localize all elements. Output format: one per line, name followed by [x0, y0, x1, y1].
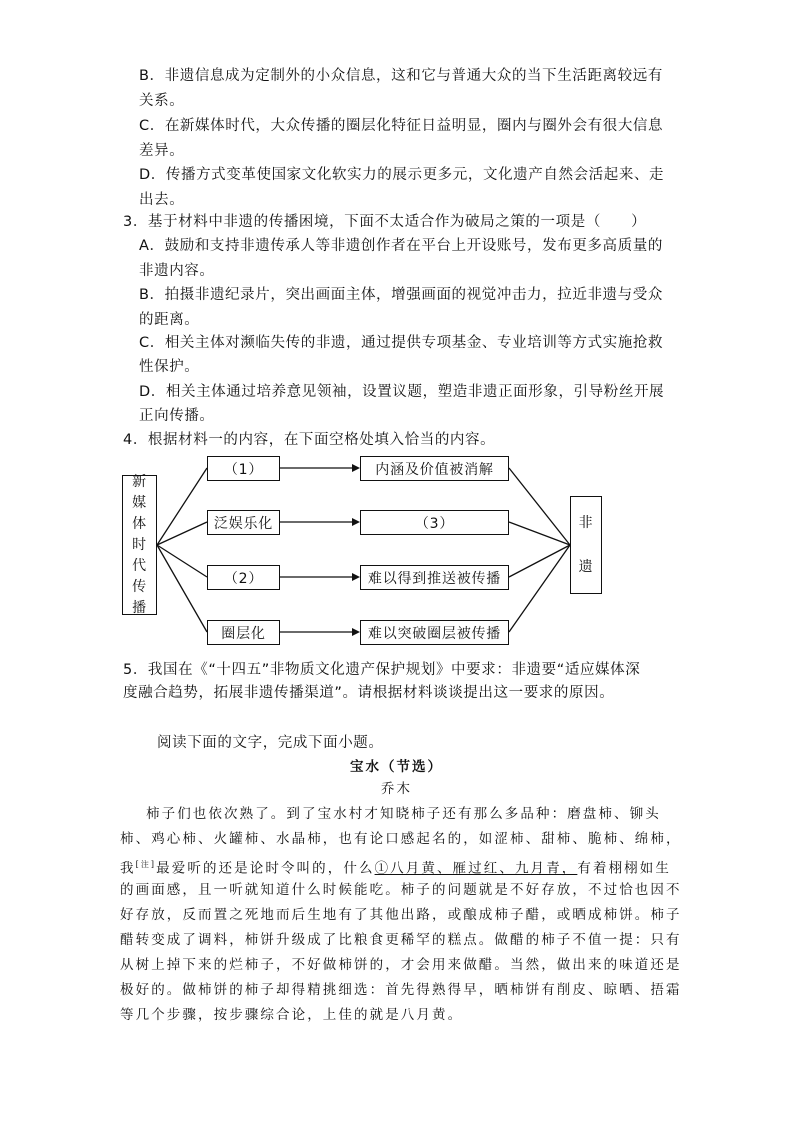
reading-line-6: 醋转变成了调料，柿饼升级成了比粮食更稀罕的糕点。做醋的柿子不值一提：只有 — [120, 932, 682, 948]
reading-line-9: 等几个步骤，按步骤综合论，上佳的就是八月黄。 — [120, 1007, 464, 1023]
diagram-mid-box-2: 泛娱乐化 — [207, 510, 280, 535]
diagram-mid-box-1: （1） — [207, 456, 280, 481]
diagram-mid-box-4: 圈层化 — [207, 620, 280, 645]
reading-title: 宝水（节选） — [350, 759, 443, 775]
left-char: 代 — [132, 557, 147, 574]
q3-option-c-line1: C．相关主体对濒临失传的非遗，通过提供专项基金、专业培训等方式实施抢救 — [139, 335, 664, 351]
q3-option-b-line2: 的距离。 — [139, 312, 200, 328]
right-char: 遗 — [578, 559, 594, 575]
reading-author: 乔木 — [380, 781, 413, 797]
footnote-marker: [注] — [135, 860, 157, 869]
left-char: 播 — [132, 599, 147, 616]
diagram-result-box-2: （3） — [360, 510, 509, 535]
q3-option-a-line1: A．鼓励和支持非遗传承人等非遗创作者在平台上开设账号，发布更多高质量的 — [139, 238, 663, 254]
diagram-result-box-3: 难以得到推送被传播 — [360, 565, 509, 590]
right-char: 非 — [578, 515, 594, 531]
diagram-left-box — [122, 475, 157, 615]
reading-line-8: 极好的。做柿饼的柿子却得精挑细选：首先得熟得早，晒柿饼有削皮、晾晒、捂霜 — [120, 982, 682, 998]
reading-line-7: 从树上掉下来的烂柿子，不好做柿饼的，才会用来做醋。当然，做出来的味道还是 — [120, 957, 682, 973]
connector-left-3 — [157, 545, 207, 577]
arrowhead-1 — [352, 464, 360, 472]
q2-option-b-line2: 关系。 — [139, 93, 185, 109]
diagram-mid-box-3: （2） — [207, 565, 280, 590]
left-char: 媒 — [132, 494, 147, 511]
reading-line-4: 的画面感，且一听就知道什么时候能吃。柿子的问题就是不好存放，不过恰也因不 — [120, 882, 682, 898]
left-char: 新 — [132, 473, 147, 490]
q2-option-b-line1: B．非遗信息成为定制外的小众信息，这和它与普通大众的当下生活距离较远有 — [139, 68, 663, 84]
q3-option-d-line1: D．相关主体通过培养意见领袖，设置议题，塑造非遗正面形象，引导粉丝开展 — [139, 384, 665, 400]
q5-stem-line1: 5．我国在《“十四五”非物质文化遗产保护规划》中要求：非遗要“适应媒体深 — [123, 662, 641, 678]
left-char: 体 — [132, 515, 147, 532]
q2-option-d-line2: 出去。 — [139, 192, 185, 208]
arrowhead-4 — [352, 628, 360, 636]
q5-stem-line2: 度融合趋势，拓展非遗传播渠道”。请根据材料谈谈提出这一要求的原因。 — [123, 685, 615, 701]
q3-stem: 3．基于材料中非遗的传播困境，下面不太适合作为破局之策的一项是（ ） — [123, 214, 647, 230]
connector-right-3 — [509, 545, 570, 577]
connector-right-4 — [509, 545, 570, 632]
reading-intro: 阅读下面的文字，完成下面小题。 — [157, 735, 384, 751]
q3-option-b-line1: B．拍摄非遗纪录片，突出画面主体，增强画面的视觉冲击力，拉近非遗与受众 — [139, 287, 663, 303]
q2-option-c-line2: 差异。 — [139, 143, 185, 159]
arrowhead-3 — [352, 573, 360, 581]
diagram-result-box-4: 难以突破圈层被传播 — [360, 620, 509, 645]
left-char: 时 — [132, 536, 147, 553]
q3-option-a-line2: 非遗内容。 — [139, 263, 215, 279]
reading-line-5: 好存放，反而置之死地而后生地有了其他出路，或酿成柿子醋，或晒成柿饼。柿子 — [120, 907, 682, 923]
q3-option-c-line2: 性保护。 — [139, 359, 200, 375]
q2-option-c-line1: C．在新媒体时代，大众传播的圈层化特征日益明显，圈内与圈外会有很大信息 — [139, 118, 664, 134]
reading-line-3 — [120, 855, 671, 879]
reading-line-2: 柿、鸡心柿、火罐柿、水晶柿，也有论口感起名的，如涩柿、甜柿、脆柿、绵柿， — [120, 831, 682, 847]
diagram-result-box-1: 内涵及价值被消解 — [360, 456, 509, 481]
left-char: 传 — [132, 578, 147, 595]
connector-left-4 — [157, 545, 207, 632]
reading-line-3-mid: 最爱听的还是论时令叫的，什么 — [156, 860, 375, 877]
reading-line-3-end: 有着栩栩如生 — [577, 860, 671, 877]
reading-line-3-start: 我 — [120, 860, 136, 877]
q4-stem: 4．根据材料一的内容，在下面空格处填入恰当的内容。 — [123, 432, 496, 448]
arrowhead-2 — [352, 518, 360, 526]
q2-option-d-line1: D．传播方式变革使国家文化软实力的展示更多元，文化遗产自然会活起来、走 — [139, 167, 665, 183]
diagram-right-box — [570, 496, 602, 594]
q3-option-d-line2: 正向传播。 — [139, 408, 215, 424]
underlined-phrase: ①八月黄、雁过红、九月青， — [374, 860, 578, 877]
reading-line-1: 柿子们也依次熟了。到了宝水村才知晓柿子还有那么多品种：磨盘柿、铆头 — [146, 806, 661, 822]
